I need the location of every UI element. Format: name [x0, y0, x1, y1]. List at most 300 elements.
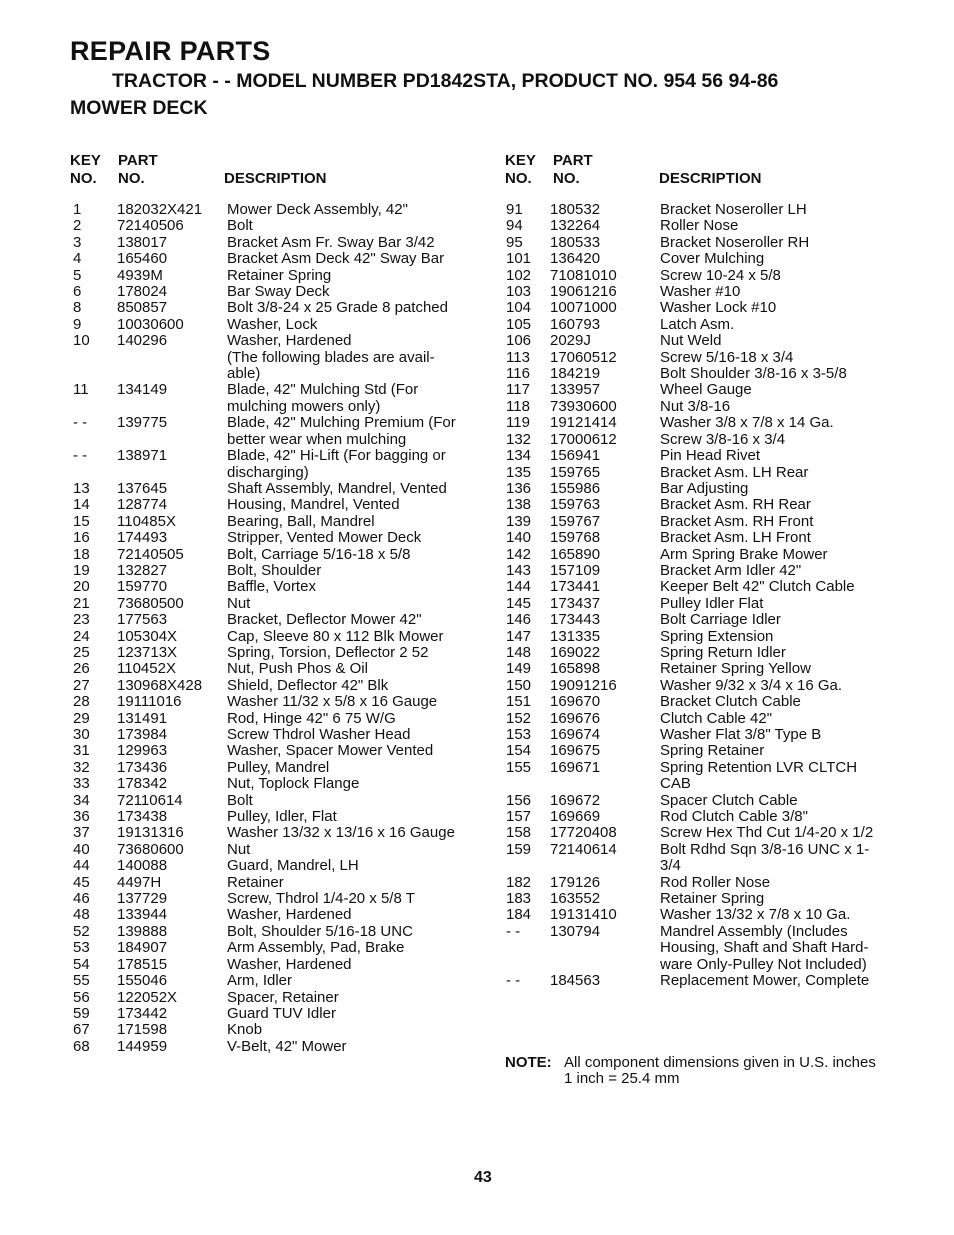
key-number: 53	[73, 939, 90, 957]
table-row	[70, 268, 470, 284]
part-description: Spacer, Retainer	[227, 988, 339, 1006]
part-description: Nut 3/8-16	[660, 397, 731, 415]
part-description: Bar Adjusting	[660, 479, 749, 497]
key-number: 157	[506, 808, 532, 826]
part-number: 130794	[550, 922, 601, 940]
part-description: Knob	[227, 1021, 263, 1039]
key-number: 44	[73, 857, 90, 875]
table-row	[505, 743, 925, 759]
table-row	[70, 612, 470, 628]
table-row	[505, 465, 925, 481]
part-description: Spring Retainer	[660, 742, 765, 760]
part-description: Pulley Idler Flat	[660, 594, 764, 612]
table-row	[505, 727, 925, 743]
part-number: 140296	[117, 332, 168, 350]
part-number: 71081010	[550, 266, 617, 284]
key-number: 117	[506, 381, 530, 399]
key-number: 36	[73, 808, 90, 826]
key-number: 150	[506, 676, 532, 694]
key-number: 54	[73, 955, 90, 973]
page-number: 43	[474, 1169, 492, 1186]
part-description: (The following blades are avail-able)	[227, 348, 435, 383]
key-number: 46	[73, 890, 90, 908]
part-number: 138017	[117, 233, 168, 251]
key-number: 132	[506, 430, 532, 448]
key-number: 20	[73, 578, 90, 596]
table-row	[70, 907, 470, 923]
table-row	[505, 350, 925, 366]
part-description: Keeper Belt 42" Clutch Cable	[660, 578, 855, 596]
table-row	[70, 235, 470, 251]
key-number: 183	[506, 890, 532, 908]
table-row	[505, 317, 925, 333]
key-number: 67	[73, 1021, 90, 1039]
table-row	[70, 711, 470, 727]
part-description: Bolt Shoulder 3/8-16 x 3-5/8	[660, 365, 847, 383]
key-number: 138	[506, 496, 532, 514]
key-number: 151	[506, 693, 532, 711]
part-description: Spring, Torsion, Deflector 2 52	[227, 643, 429, 661]
part-number: 159770	[117, 578, 168, 596]
part-description: Nut, Toplock Flange	[227, 775, 360, 793]
table-row	[70, 727, 470, 743]
part-description: Washer 9/32 x 3/4 x 16 Ga.	[660, 676, 843, 694]
table-row	[505, 793, 925, 809]
part-description: Bracket Asm Fr. Sway Bar 3/42	[227, 233, 435, 251]
key-number: 21	[73, 594, 90, 612]
key-number: 153	[506, 726, 532, 743]
part-description: Rod Roller Nose	[660, 873, 771, 891]
table-row	[70, 448, 470, 481]
key-number: 29	[73, 709, 90, 727]
part-number: 174493	[117, 529, 168, 547]
key-number: 135	[506, 463, 532, 481]
part-description: Stripper, Vented Mower Deck	[227, 529, 422, 547]
part-number: 139888	[117, 922, 168, 940]
table-row	[505, 268, 925, 284]
part-description: Cover Mulching	[660, 250, 765, 268]
part-number: 171598	[117, 1021, 168, 1039]
part-description: Bracket Noseroller LH	[660, 201, 807, 218]
part-number: 178024	[117, 283, 168, 301]
part-number: 19121414	[550, 414, 617, 432]
part-number: 129963	[117, 742, 168, 760]
table-row	[505, 415, 925, 431]
part-number: 137729	[117, 890, 168, 908]
table-row	[505, 907, 925, 923]
part-number: 169671	[550, 758, 601, 776]
table-row	[70, 793, 470, 809]
key-number: 18	[73, 545, 90, 563]
table-row	[70, 300, 470, 316]
part-number: 133957	[550, 381, 601, 399]
table-row	[70, 481, 470, 497]
table-row	[70, 382, 470, 415]
part-description: Shaft Assembly, Mandrel, Vented	[227, 479, 447, 497]
part-number: 178342	[117, 775, 168, 793]
part-number: 184907	[117, 939, 168, 957]
key-number: 56	[73, 988, 90, 1006]
part-description: Screw Hex Thd Cut 1/4-20 x 1/2	[660, 824, 874, 842]
table-row	[505, 202, 925, 218]
key-number: 34	[73, 791, 90, 809]
key-number: 101	[506, 250, 532, 268]
key-number: 146	[506, 611, 532, 629]
part-number: 155986	[550, 479, 601, 497]
table-row	[505, 891, 925, 907]
part-number: 4497H	[117, 873, 162, 891]
part-description: Pulley, Mandrel	[227, 758, 330, 776]
part-number: 10030600	[117, 315, 184, 333]
part-description: Retainer Spring Yellow	[660, 660, 811, 678]
part-number: 132827	[117, 561, 168, 579]
key-number: 156	[506, 791, 532, 809]
part-description: Washer, Hardened	[227, 955, 352, 973]
part-number: 72140614	[550, 840, 617, 858]
part-number: 177563	[117, 611, 168, 629]
part-description: Washer #10	[660, 283, 741, 301]
part-description: Guard TUV Idler	[227, 1004, 336, 1022]
key-number: 147	[506, 627, 532, 645]
table-row	[70, 809, 470, 825]
table-row	[70, 678, 470, 694]
part-number: 138971	[117, 447, 168, 465]
key-number: 30	[73, 726, 90, 743]
part-number: 169670	[550, 693, 601, 711]
key-number: 184	[506, 906, 532, 924]
model-subtitle: TRACTOR - - MODEL NUMBER PD1842STA, PRODUCT NO. 954 56 94-86	[112, 70, 779, 92]
table-row	[505, 432, 925, 448]
part-number: 169676	[550, 709, 601, 727]
part-number: 159767	[550, 512, 601, 530]
part-number: 73930600	[550, 397, 617, 415]
part-number: 163552	[550, 890, 601, 908]
part-number: 179126	[550, 873, 601, 891]
part-number: 134149	[117, 381, 168, 399]
key-number: 11	[73, 381, 89, 399]
part-description: Bearing, Ball, Mandrel	[227, 512, 375, 530]
part-number: 173438	[117, 808, 168, 826]
note-conversion: 1 inch = 25.4 mm	[564, 1070, 680, 1088]
key-number: 106	[506, 332, 532, 350]
table-row	[505, 711, 925, 727]
table-row	[70, 514, 470, 530]
part-number: 2029J	[550, 332, 591, 350]
part-number: 17060512	[550, 348, 617, 366]
part-number: 169672	[550, 791, 601, 809]
part-number: 169674	[550, 726, 601, 743]
table-row	[505, 300, 925, 316]
part-description: Washer 11/32 x 5/8 x 16 Gauge	[227, 693, 438, 711]
key-number: 19	[73, 561, 90, 579]
table-row	[505, 366, 925, 382]
part-number: 137645	[117, 479, 168, 497]
key-number: 9	[73, 315, 82, 333]
table-row	[70, 547, 470, 563]
part-description: Retainer Spring	[227, 266, 332, 284]
table-header	[505, 153, 925, 189]
key-number: 103	[506, 283, 532, 301]
key-header-no: NO.	[70, 170, 97, 187]
part-description: Bolt	[227, 791, 253, 809]
table-row	[505, 612, 925, 628]
part-number: 160793	[550, 315, 601, 333]
table-row	[505, 596, 925, 612]
part-description: Bolt Carriage Idler	[660, 611, 781, 629]
description-header: DESCRIPTION	[659, 170, 762, 187]
part-number: 4939M	[117, 266, 163, 284]
key-number: 91	[506, 201, 523, 218]
table-row	[70, 842, 470, 858]
key-number: 102	[506, 266, 532, 284]
key-number: 154	[506, 742, 532, 760]
key-number: 140	[506, 529, 532, 547]
key-number: 148	[506, 643, 532, 661]
key-number: 139	[506, 512, 532, 530]
part-description: Bar Sway Deck	[227, 283, 330, 301]
part-description: Wheel Gauge	[660, 381, 752, 399]
key-number: 1	[73, 201, 82, 218]
part-description: Bracket, Deflector Mower 42"	[227, 611, 422, 629]
key-number: 143	[506, 561, 532, 579]
key-number: 32	[73, 758, 90, 776]
part-description: Arm, Idler	[227, 972, 293, 990]
part-number: 173442	[117, 1004, 168, 1022]
part-number: 72140505	[117, 545, 184, 563]
part-description: Spring Extension	[660, 627, 774, 645]
part-description: Blade, 42" Mulching Premium (For better wear when mulching	[227, 414, 456, 448]
key-number: 134	[506, 447, 532, 465]
part-number: 173443	[550, 611, 601, 629]
table-row	[70, 563, 470, 579]
table-row	[70, 891, 470, 907]
part-description: Rod, Hinge 42" 6 75 W/G	[227, 709, 396, 727]
table-row	[505, 973, 925, 989]
part-description: Clutch Cable 42"	[660, 709, 773, 727]
part-number: 169669	[550, 808, 601, 826]
table-row	[505, 678, 925, 694]
key-number: 68	[73, 1037, 90, 1055]
key-number: 24	[73, 627, 90, 645]
part-description: Bolt, Carriage 5/16-18 x 5/8	[227, 545, 411, 563]
part-description: Latch Asm.	[660, 315, 735, 333]
part-number: 19131316	[117, 824, 184, 842]
key-number: 59	[73, 1004, 90, 1022]
part-number: 110485X	[117, 512, 176, 530]
key-number: 6	[73, 283, 82, 301]
part-header-no: NO.	[553, 170, 580, 187]
key-number: 37	[73, 824, 90, 842]
part-description: Washer Flat 3/8" Type B	[660, 726, 822, 743]
part-description: Nut	[227, 594, 251, 612]
part-description: Pin Head Rivet	[660, 447, 761, 465]
part-number: 110452X	[117, 660, 176, 678]
table-row	[70, 875, 470, 891]
key-header: KEY	[505, 152, 536, 169]
section-title: MOWER DECK	[70, 97, 208, 119]
table-row	[505, 809, 925, 825]
key-number: 52	[73, 922, 90, 940]
part-description: Washer Lock #10	[660, 299, 777, 317]
key-number: 118	[506, 397, 530, 415]
part-description: Washer, Hardened	[227, 906, 352, 924]
table-row	[70, 825, 470, 841]
table-header	[70, 153, 470, 189]
part-number: 165898	[550, 660, 601, 678]
part-description: Washer 13/32 x 7/8 x 10 Ga.	[660, 906, 851, 924]
part-number: 173984	[117, 726, 168, 743]
part-number: 144959	[117, 1037, 168, 1055]
key-number: 142	[506, 545, 532, 563]
part-number: 173441	[550, 578, 601, 596]
table-row	[70, 202, 470, 218]
part-description: Bracket Asm. LH Front	[660, 529, 811, 547]
key-number: 105	[506, 315, 532, 333]
table-row	[70, 924, 470, 940]
table-row	[505, 448, 925, 464]
table-row	[70, 317, 470, 333]
key-number: - -	[73, 414, 88, 432]
key-number: 159	[506, 840, 532, 858]
key-number: 55	[73, 972, 90, 990]
key-number: 14	[73, 496, 90, 514]
part-number: 850857	[117, 299, 168, 317]
table-row	[505, 629, 925, 645]
table-row	[70, 218, 470, 234]
part-number: 165460	[117, 250, 168, 268]
part-description: Roller Nose	[660, 217, 739, 235]
key-number: 13	[73, 479, 90, 497]
part-description: Retainer	[227, 873, 284, 891]
table-row	[505, 497, 925, 513]
part-description: Spring Retention LVR CLTCH CAB	[660, 758, 858, 793]
key-number: 40	[73, 840, 90, 858]
part-description: Bolt	[227, 217, 253, 235]
table-row	[505, 284, 925, 300]
key-number: 95	[506, 233, 523, 251]
part-number: 131491	[117, 709, 168, 727]
part-description: Bolt, Shoulder	[227, 561, 322, 579]
parts-list	[505, 202, 925, 990]
key-number: 158	[506, 824, 532, 842]
key-number: 15	[73, 512, 90, 530]
key-number: 31	[73, 742, 90, 760]
part-number: 165890	[550, 545, 601, 563]
part-number: 17720408	[550, 824, 617, 842]
part-description: Retainer Spring	[660, 890, 765, 908]
note-label: NOTE:	[505, 1054, 552, 1071]
parts-list	[70, 202, 470, 1055]
key-number: 2	[73, 217, 82, 235]
key-number: 136	[506, 479, 532, 497]
part-description: Bracket Asm. RH Rear	[660, 496, 811, 514]
table-row	[70, 629, 470, 645]
table-row	[505, 661, 925, 677]
part-number: 72140506	[117, 217, 184, 235]
table-row	[70, 645, 470, 661]
parts-table-right	[505, 153, 925, 990]
part-number: 169022	[550, 643, 601, 661]
table-row	[505, 399, 925, 415]
part-header: PART	[118, 152, 158, 169]
part-description: Bracket Clutch Cable	[660, 693, 801, 711]
part-description: Bracket Asm. RH Front	[660, 512, 814, 530]
part-number: 130968X428	[117, 676, 203, 694]
part-number: 169675	[550, 742, 601, 760]
table-row	[505, 579, 925, 595]
table-row	[505, 218, 925, 234]
key-number: 145	[506, 594, 532, 612]
table-row	[505, 563, 925, 579]
part-description: Replacement Mower, Complete	[660, 972, 870, 990]
key-number: 144	[506, 578, 532, 596]
key-header-no: NO.	[505, 170, 532, 187]
table-row	[70, 743, 470, 759]
key-number: 94	[506, 217, 523, 235]
part-description: Shield, Deflector 42" Blk	[227, 676, 389, 694]
table-row	[70, 284, 470, 300]
table-row	[70, 957, 470, 973]
key-number: - -	[73, 447, 88, 465]
key-number: 45	[73, 873, 90, 891]
part-description: Screw, Thdrol 1/4-20 x 5/8 T	[227, 890, 415, 908]
table-row	[505, 251, 925, 267]
part-description: Screw 10-24 x 5/8	[660, 266, 781, 284]
key-number: 155	[506, 758, 532, 776]
part-number: 184219	[550, 365, 601, 383]
part-number: 140088	[117, 857, 168, 875]
part-number: 73680500	[117, 594, 184, 612]
part-number: 178515	[117, 955, 168, 973]
part-description: Nut	[227, 840, 251, 858]
part-number: 128774	[117, 496, 168, 514]
part-description: Bolt Rdhd Sqn 3/8-16 UNC x 1-3/4	[660, 840, 870, 875]
table-row	[505, 382, 925, 398]
description-header: DESCRIPTION	[224, 170, 327, 187]
table-row	[70, 251, 470, 267]
table-row	[505, 514, 925, 530]
part-number: 136420	[550, 250, 601, 268]
key-number: 48	[73, 906, 90, 924]
part-number: 10071000	[550, 299, 617, 317]
table-row	[70, 776, 470, 792]
part-header-no: NO.	[118, 170, 145, 187]
table-row	[505, 645, 925, 661]
part-description: Bolt 3/8-24 x 25 Grade 8 patched	[227, 299, 448, 317]
part-description: Washer 3/8 x 7/8 x 14 Ga.	[660, 414, 834, 432]
part-number: 157109	[550, 561, 601, 579]
part-number: 180532	[550, 201, 601, 218]
table-row	[70, 858, 470, 874]
part-number: 19111016	[117, 693, 182, 711]
part-description: Pulley, Idler, Flat	[227, 808, 337, 826]
key-number: 26	[73, 660, 90, 678]
table-row	[505, 924, 925, 973]
key-number: 119	[506, 414, 530, 432]
key-number: 182	[506, 873, 532, 891]
key-number: - -	[506, 972, 521, 990]
part-number: 184563	[550, 972, 601, 990]
key-number: 16	[73, 529, 90, 547]
key-number: 116	[506, 365, 530, 383]
key-number: 5	[73, 266, 82, 284]
part-number: 17000612	[550, 430, 617, 448]
part-description: Screw Thdrol Washer Head	[227, 726, 411, 743]
part-number: 159763	[550, 496, 601, 514]
part-description: Mandrel Assembly (Includes Housing, Shaft and Shaft Hard-ware Only-Pulley Not Included)	[660, 922, 869, 973]
table-row	[505, 235, 925, 251]
table-row	[505, 842, 925, 875]
